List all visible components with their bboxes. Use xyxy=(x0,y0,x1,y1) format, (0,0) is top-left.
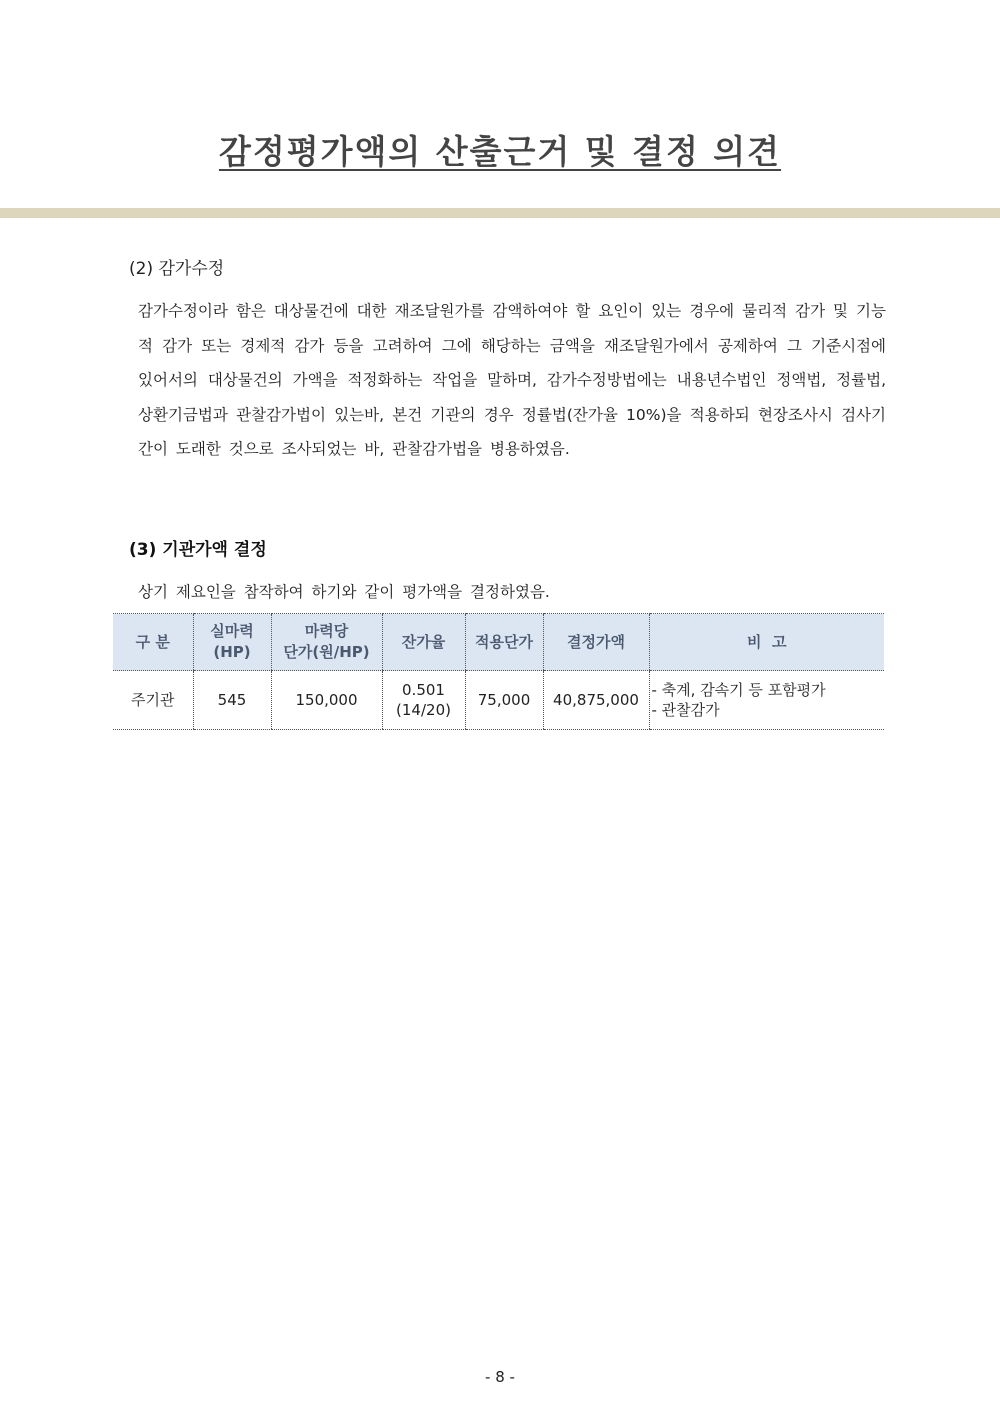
engine-value-table xyxy=(113,613,884,730)
cell-horsepower: 545 xyxy=(193,671,271,730)
cell-remarks-line1: - 축계, 감속기 등 포함평가 xyxy=(651,681,826,699)
header-applied-unit-price: 적용단가 xyxy=(465,614,543,671)
header-horsepower xyxy=(193,614,271,671)
cell-determined-value: 40,875,000 xyxy=(543,671,649,730)
header-unit-price-line2: 단가(원/HP) xyxy=(283,643,370,661)
cell-category: 주기관 xyxy=(113,671,193,730)
header-remarks: 비 고 xyxy=(649,614,884,671)
cell-remarks xyxy=(649,671,884,730)
section-intro-engine-value: 상기 제요인을 참작하여 하기와 같이 평가액을 결정하였음. xyxy=(138,583,550,601)
section-body-depreciation: 감가수정이라 함은 대상물건에 대한 재조달원가를 감액하여야 할 요인이 있는 경우에 물리적 감가 및 기능적 감가 또는 경제적 감가 등을 고려하여 그에 해당하는 금액을 재조달원가에서 공제하여 그 기준시점에 있어서의 대상물건의 가액을 적정화하는 작업을 말하며, 감가수정방법에는 내용년수법인 정액법, 정률법, 상환기금법과 관찰감가법이 있는바, 본건 기관의 경우 정률법(잔가율 10%)을 적용하되 현장조사시 검사기간이 도래한 것으로 조사되었는 바, 관찰감가법을 병용하였음. xyxy=(138,302,886,458)
page-title xyxy=(0,126,1000,173)
header-unit-price-line1: 마력당 xyxy=(304,622,349,640)
header-residual-rate: 잔가율 xyxy=(382,614,465,671)
cell-unit-price: 150,000 xyxy=(271,671,382,730)
section-heading-engine-value: (3) 기관가액 결정 xyxy=(129,540,267,560)
header-divider xyxy=(0,208,1000,218)
header-horsepower-line2: (HP) xyxy=(213,643,251,661)
cell-residual-rate xyxy=(382,671,465,730)
header-unit-price xyxy=(271,614,382,671)
page-number: - 8 - xyxy=(485,1368,515,1386)
header-category: 구 분 xyxy=(113,614,193,671)
cell-applied-unit-price: 75,000 xyxy=(465,671,543,730)
table-header-row xyxy=(113,614,884,671)
cell-residual-rate-line1: 0.501 xyxy=(402,681,445,699)
section-heading-depreciation: (2) 감가수정 xyxy=(129,259,225,279)
header-determined-value: 결정가액 xyxy=(543,614,649,671)
header-horsepower-line1: 실마력 xyxy=(210,622,254,640)
cell-residual-rate-line2: (14/20) xyxy=(396,701,451,719)
cell-remarks-line2: - 관찰감가 xyxy=(651,701,720,719)
table-row xyxy=(113,671,884,730)
page-title-text: 감정평가액의 산출근거 및 결정 의견 xyxy=(218,132,782,171)
